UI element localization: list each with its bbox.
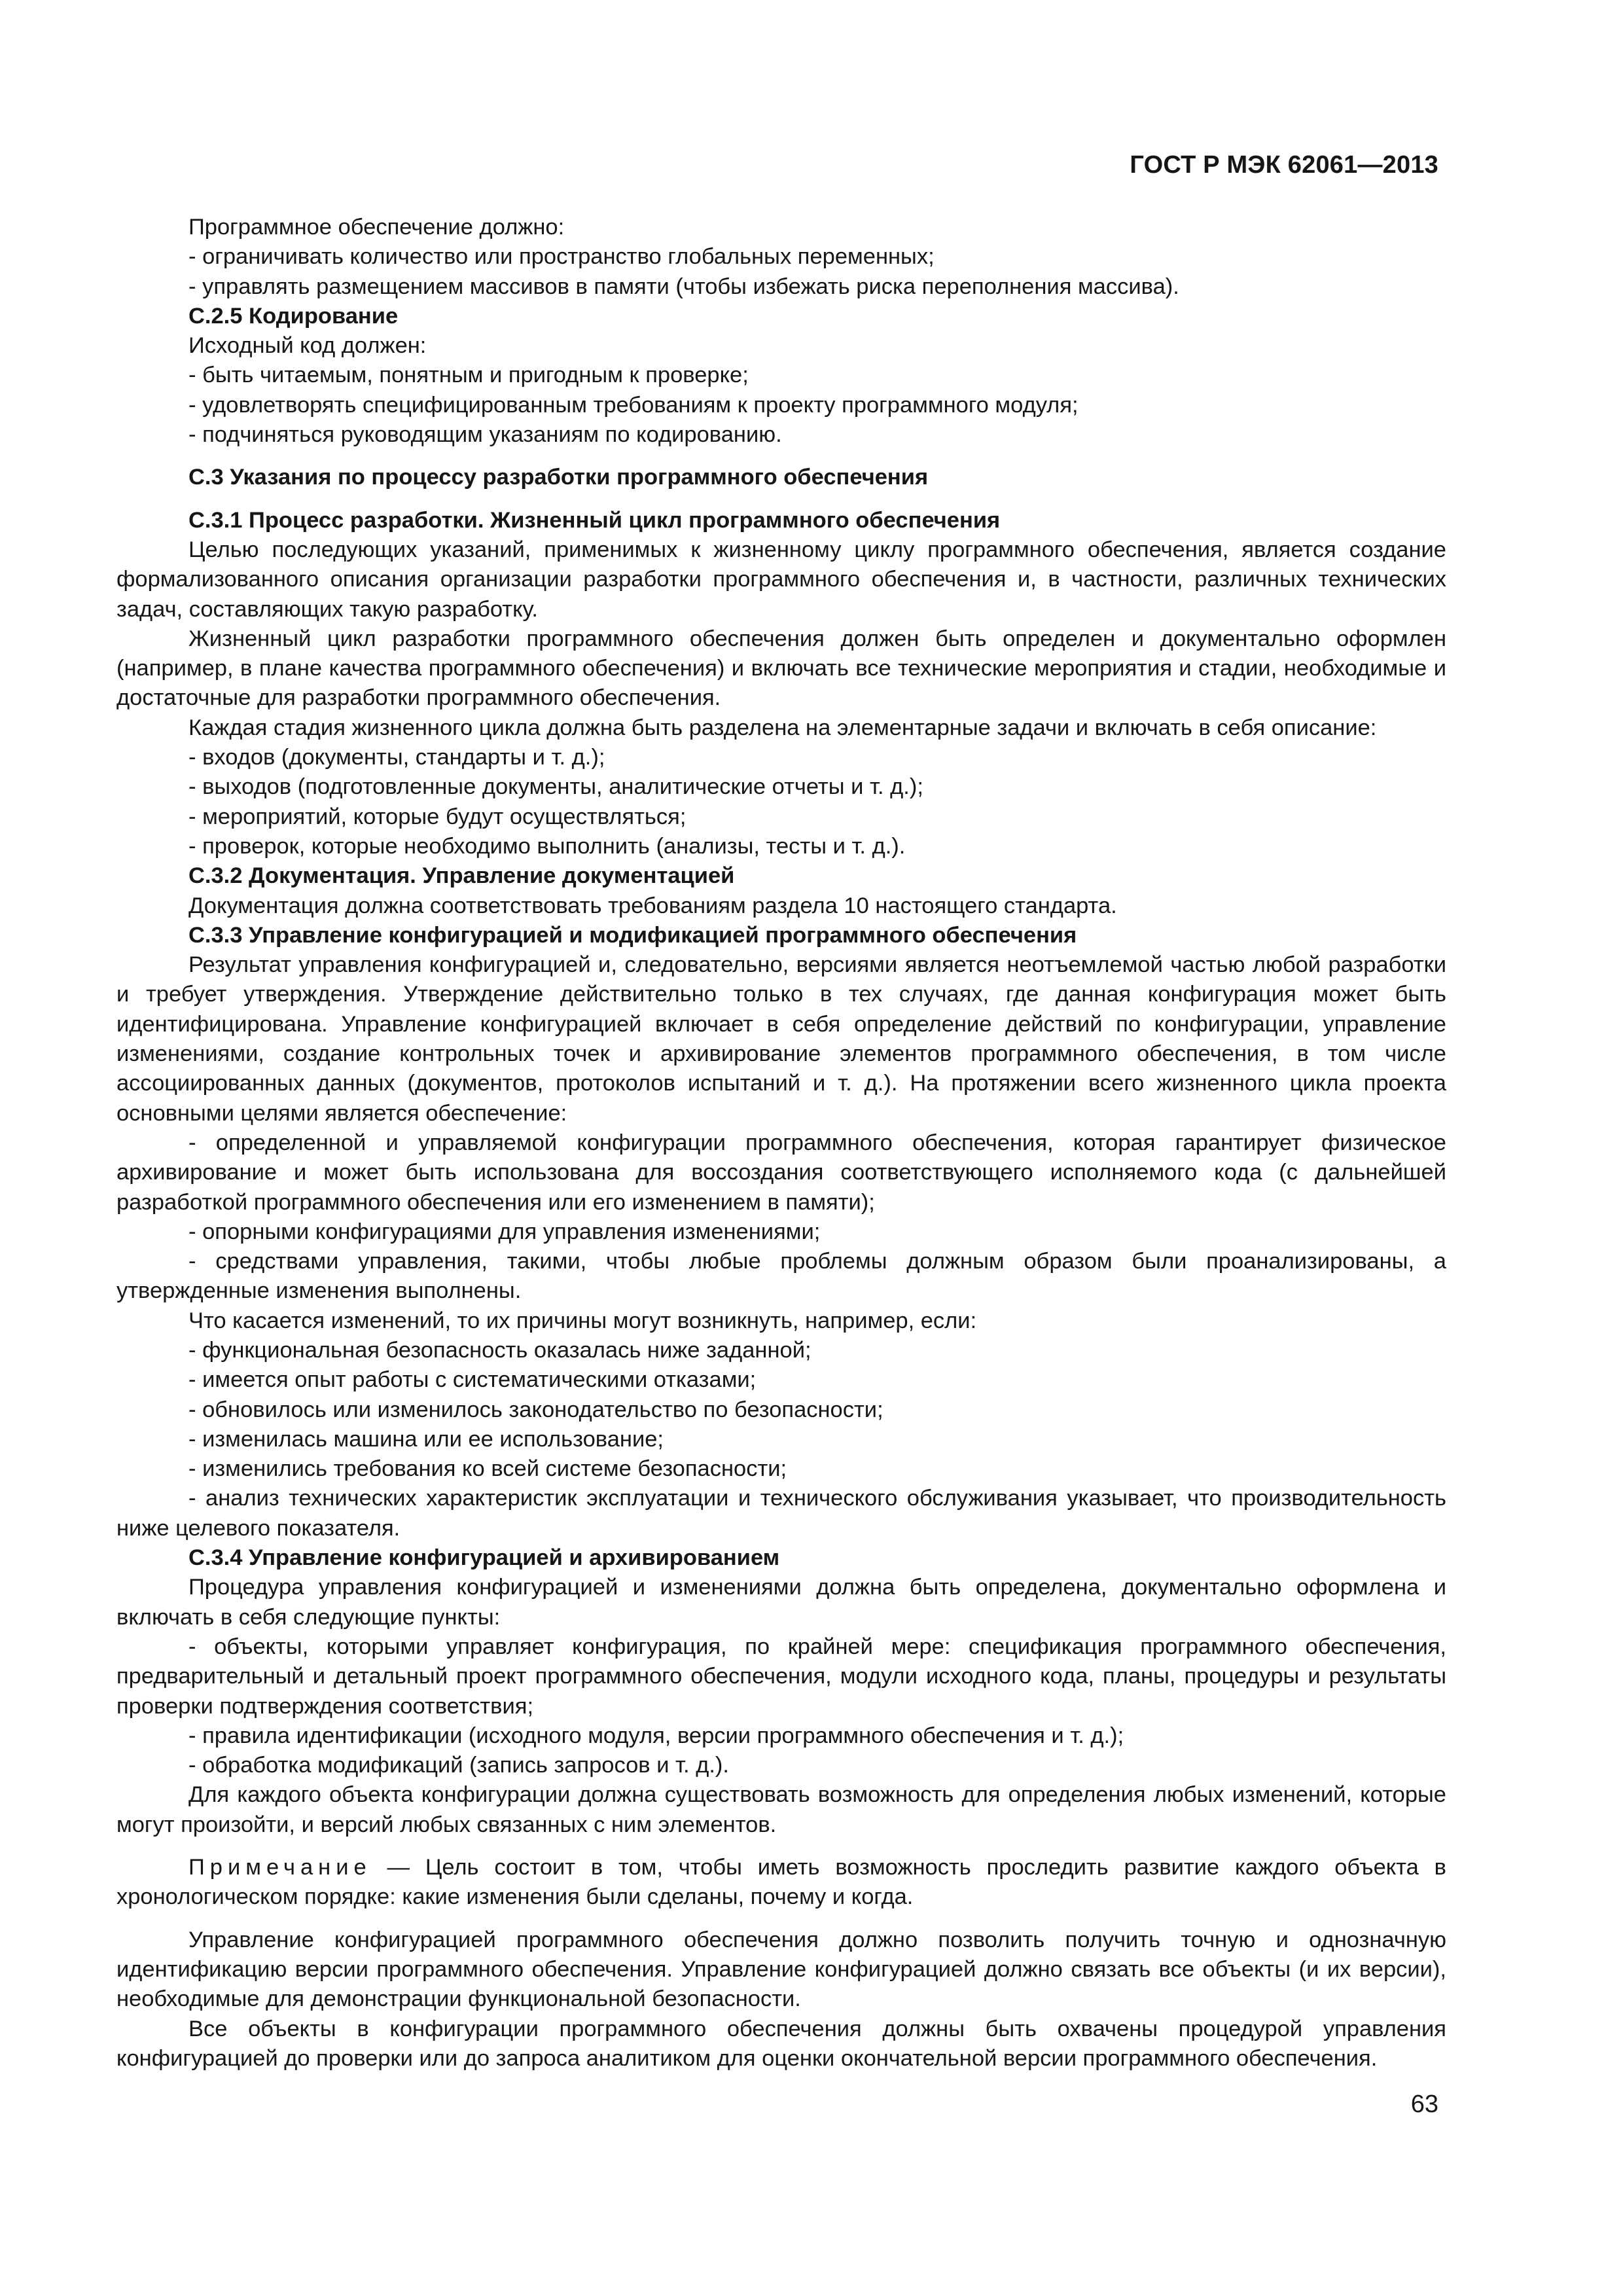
page-body	[116, 213, 1446, 2073]
paragraph: Целью последующих указаний, применимых к жизненному циклу программного обеспечения, является создание формализованного описания организации разработки программного обеспечения и, в частности, различных технических задач, составляющих такую разработку.	[116, 537, 1446, 622]
section-heading-c3: С.3 Указания по процессу разработки программного обеспечения	[188, 465, 929, 490]
list-item: - изменилась машина или ее использование;	[188, 1426, 664, 1452]
list-item: - анализ технических характеристик эксплуатации и технического обслуживания указывает, что производительность ниже целевого показателя.	[116, 1486, 1446, 1541]
paragraph: Результат управления конфигурацией и, следовательно, версиями является неотъемлемой частью любой разработки и требует утверждения. Утверждение действительно только в тех случаях, где данная конфигурация может быть идентифицирована. Управление конфигурацией включает в себя определение действий по конфигурации, управление изменениями, создание контрольных точек и архивирование элементов программного обеспечения, в том числе ассоциированных данных (документов, протоколов испытаний и т. д.). На протяжении всего жизненного цикла проекта основными целями является обеспечение:	[116, 952, 1446, 1126]
paragraph: Процедура управления конфигурацией и изменениями должна быть определена, документально оформлена и включать в себя следующие пункты:	[116, 1575, 1446, 1630]
list-item: - опорными конфигурациями для управления изменениями;	[188, 1219, 821, 1244]
paragraph: Управление конфигурацией программного обеспечения должно позволить получить точную и однозначную идентификацию версии программного обеспечения. Управление конфигурацией должно связать все объекты (и их версии), необходимые для демонстрации функциональной безопасности.	[116, 1927, 1446, 2012]
list-item: - мероприятий, которые будут осуществляться;	[188, 804, 687, 829]
note-text: — Цель состоит в том, чтобы иметь возможность проследить развитие каждого объекта в хронологическом порядке: какие изменения были сделаны, почему и когда.	[116, 1855, 1446, 1910]
section-heading-c34: С.3.4 Управление конфигурацией и архивированием	[188, 1545, 780, 1571]
list-item: - быть читаемым, понятным и пригодным к проверке;	[188, 363, 749, 388]
list-item: - средствами управления, такими, чтобы любые проблемы должным образом были проанализированы, а утвержденные изменения выполнены.	[116, 1249, 1446, 1304]
list-item: - подчиняться руководящим указаниям по кодированию.	[188, 422, 782, 448]
note-label: Примечание	[188, 1855, 372, 1880]
section-heading-c25: С.2.5 Кодирование	[188, 303, 399, 329]
section-heading-c32: С.3.2 Документация. Управление документацией	[188, 863, 735, 889]
list-item: - ограничивать количество или пространство глобальных переменных;	[188, 244, 935, 270]
list-item: - изменились требования ко всей системе безопасности;	[188, 1456, 787, 1482]
page-number: 63	[1410, 2090, 1438, 2118]
section-heading-c33: С.3.3 Управление конфигурацией и модификацией программного обеспечения	[188, 922, 1077, 948]
list-item: - определенной и управляемой конфигурации программного обеспечения, которая гарантирует физическое архивирование и может быть использована для воссоздания соответствующего исполняемого кода (с дальнейшей разработкой программного обеспечения или его изменением в памяти);	[116, 1130, 1446, 1215]
note	[116, 1853, 1446, 1912]
list-item: - правила идентификации (исходного модуля, версии программного обеспечения и т. д.);	[188, 1723, 1124, 1748]
paragraph: Исходный код должен:	[188, 333, 427, 359]
list-item: - объекты, которыми управляет конфигурация, по крайней мере: спецификация программного обеспечения, предварительный и детальный проект программного обеспечения, модули исходного кода, планы, процедуры и результаты проверки подтверждения соответствия;	[116, 1634, 1446, 1719]
list-item: - обновилось или изменилось законодательство по безопасности;	[188, 1397, 883, 1422]
paragraph: Программное обеспечение должно:	[188, 215, 565, 240]
list-item: - выходов (подготовленные документы, аналитические отчеты и т. д.);	[188, 774, 923, 800]
paragraph: Жизненный цикл разработки программного обеспечения должен быть определен и документально оформлен (например, в плане качества программного обеспечения) и включать все технические мероприятия и стадии, необходимые и достаточные для разработки программного обеспечения.	[116, 626, 1446, 711]
list-item: - входов (документы, стандарты и т. д.);	[188, 745, 605, 770]
list-item: - удовлетворять специфицированным требованиям к проекту программного модуля;	[188, 392, 1079, 418]
list-item: - имеется опыт работы с систематическими отказами;	[188, 1367, 757, 1393]
paragraph: Что касается изменений, то их причины могут возникнуть, например, если:	[188, 1308, 977, 1333]
paragraph: Документация должна соответствовать требованиям раздела 10 настоящего стандарта.	[188, 893, 1117, 918]
list-item: - проверок, которые необходимо выполнить (анализы, тесты и т. д.).	[188, 833, 906, 859]
list-item: - управлять размещением массивов в памяти (чтобы избежать риска переполнения массива).	[188, 274, 1179, 299]
section-heading-c31: С.3.1 Процесс разработки. Жизненный цикл программного обеспечения	[188, 507, 1001, 533]
list-item: - обработка модификаций (запись запросов и т. д.).	[188, 1753, 729, 1778]
list-item: - функциональная безопасность оказалась ниже заданной;	[188, 1337, 812, 1363]
document-code-header: ГОСТ Р МЭК 62061—2013	[1130, 151, 1438, 179]
paragraph: Каждая стадия жизненного цикла должна быть разделена на элементарные задачи и включать в себя описание:	[188, 715, 1377, 740]
paragraph: Все объекты в конфигурации программного обеспечения должны быть охвачены процедурой управления конфигурацией до проверки или до запроса аналитиком для оценки окончательной версии программного обеспечения.	[116, 2016, 1446, 2071]
paragraph: Для каждого объекта конфигурации должна существовать возможность для определения любых изменений, которые могут произойти, и версий любых связанных с ним элементов.	[116, 1782, 1446, 1837]
